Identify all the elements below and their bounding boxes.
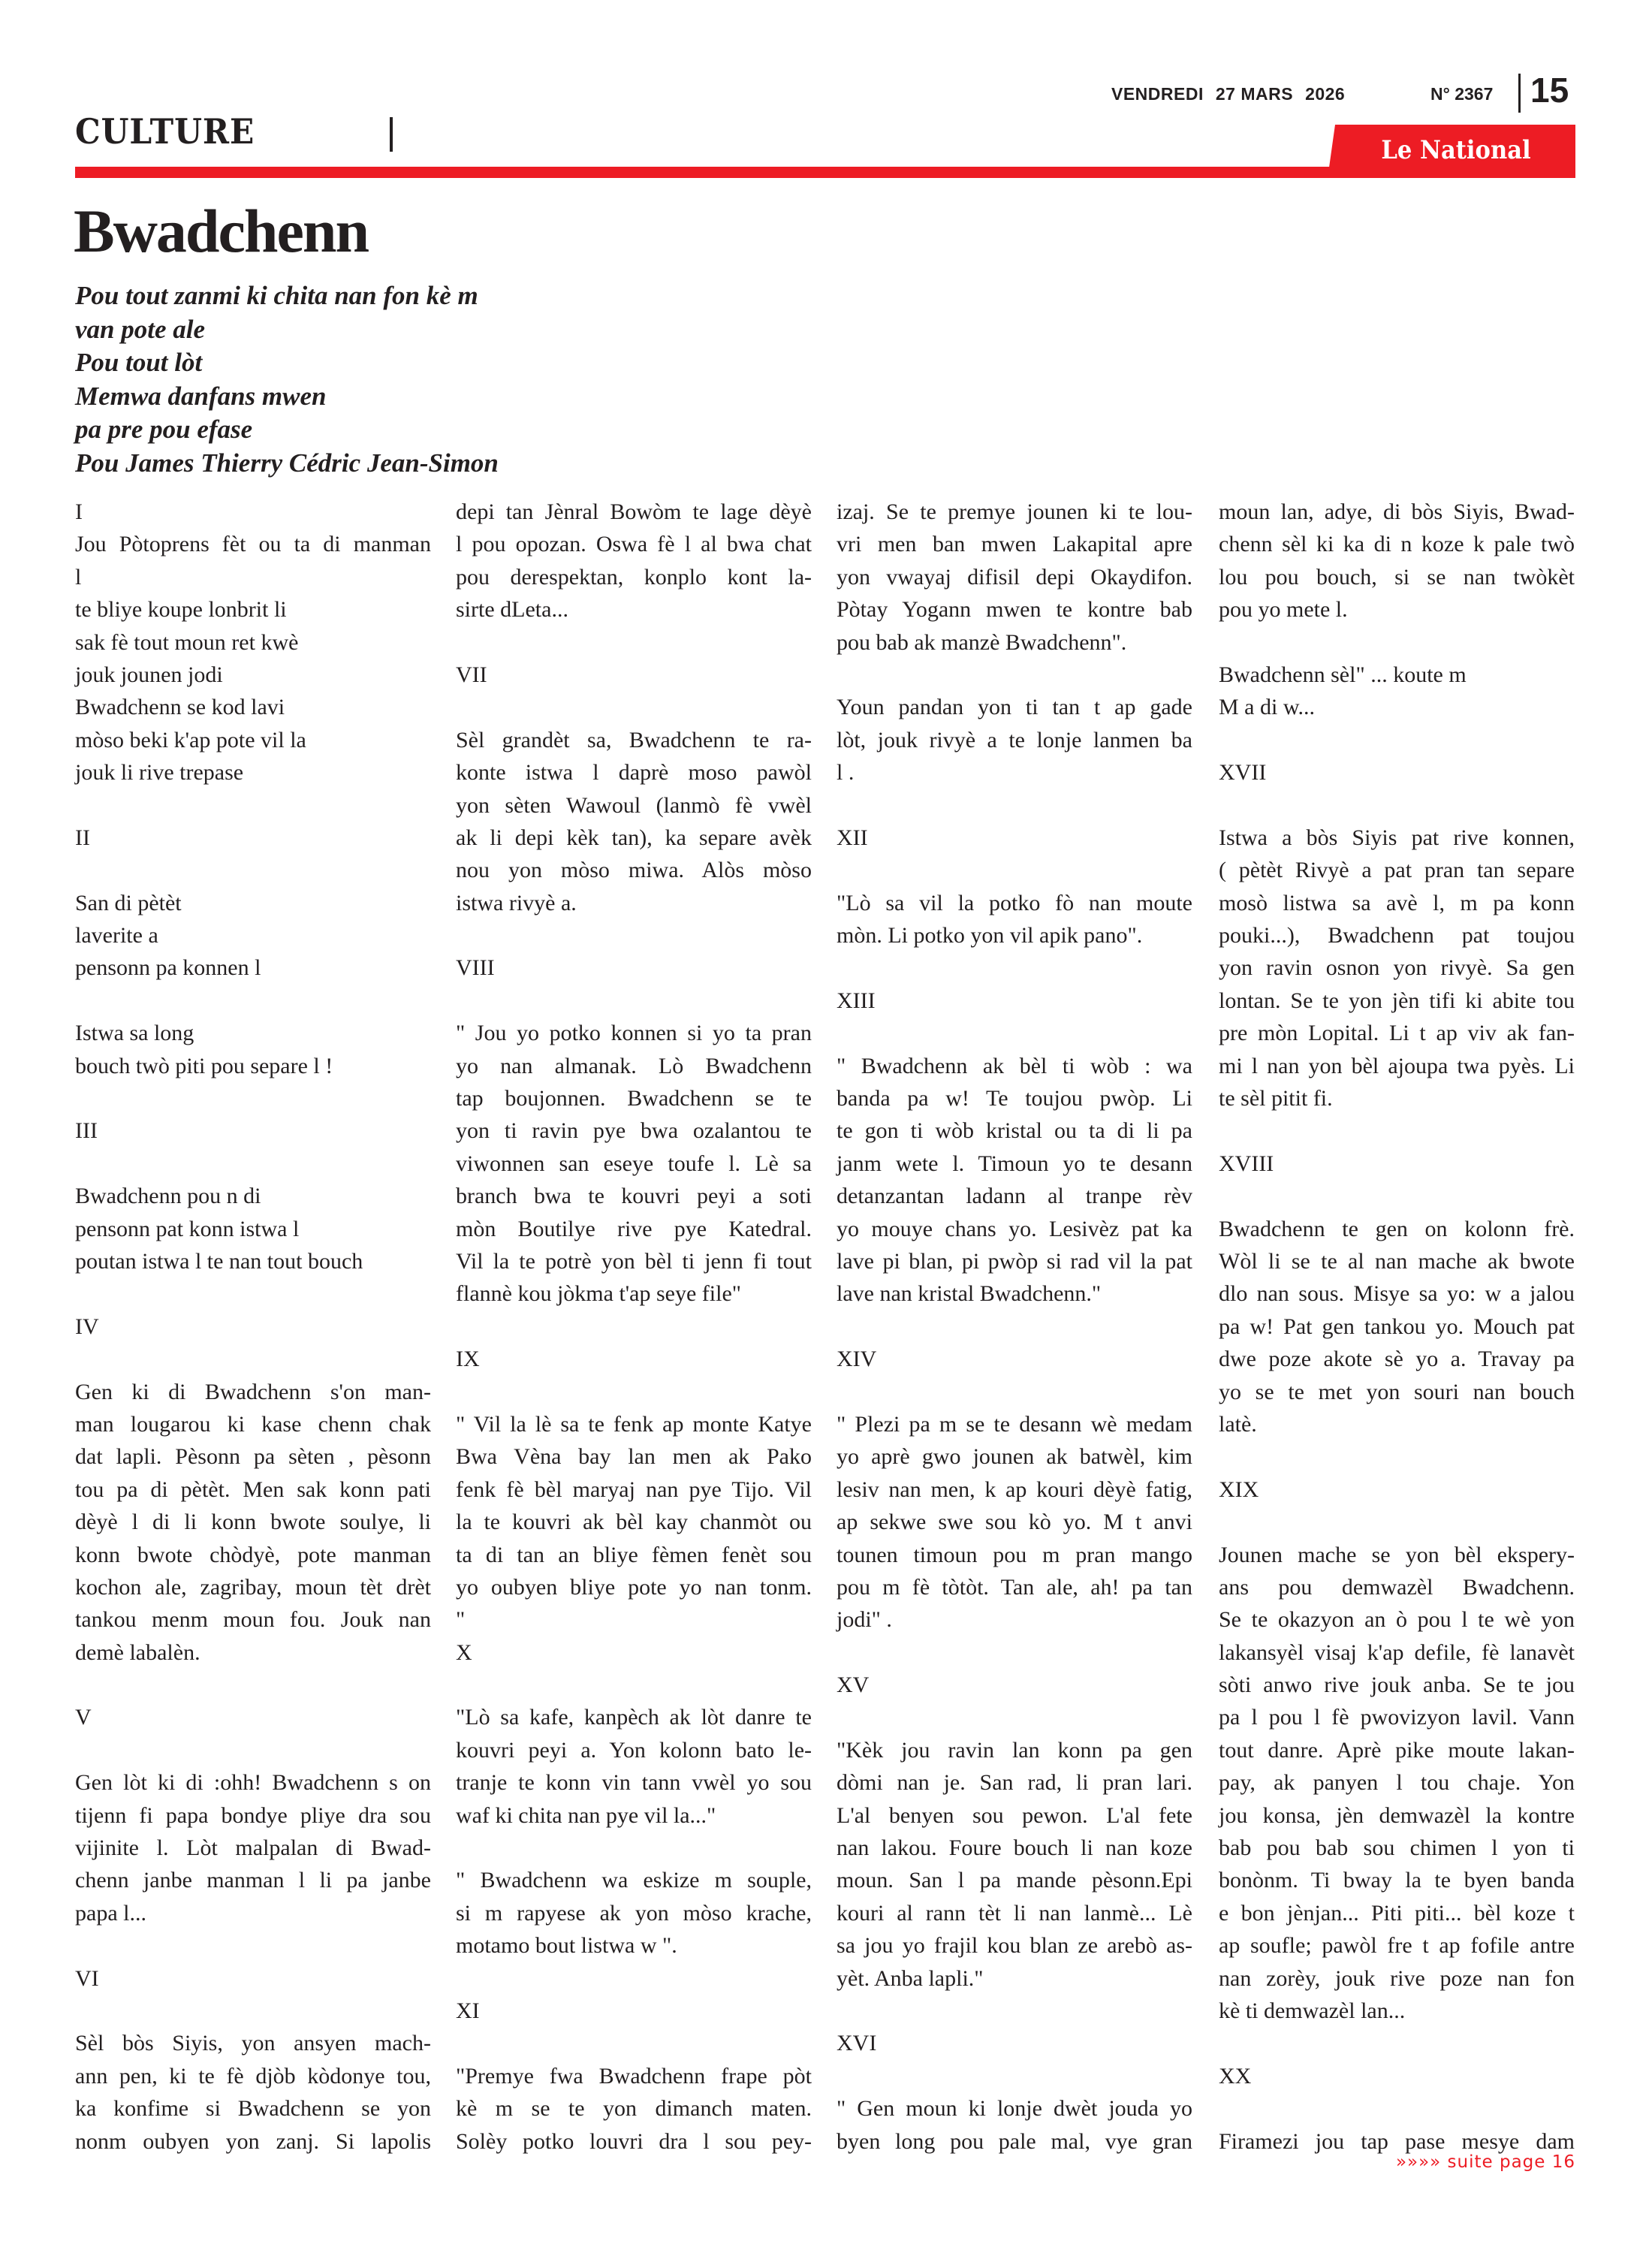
text-line: banda pa w! Te toujou pwòp. Li	[837, 1086, 1192, 1111]
blank-line	[75, 1929, 431, 1962]
text-line: pa l pou l fè pwovizyon lavil. Vann	[1219, 1705, 1575, 1730]
text-line: yo oubyen bliye pote yo nan tonm.	[456, 1574, 812, 1600]
text-line: waf ki chita nan pye vil la..."	[456, 1802, 716, 1828]
text-line: Istwa a bòs Siyis pat rive konnen,	[1219, 825, 1575, 850]
text-line: dwe poze akote sè yo a. Travay pa	[1219, 1347, 1575, 1372]
section-numeral: XIX	[1219, 1476, 1259, 1502]
blank-line	[75, 985, 431, 1017]
blank-line	[456, 1310, 812, 1343]
text-line: Bwadchenn te gen on kolonn frè.	[1219, 1216, 1575, 1241]
section-numeral: XX	[1219, 2063, 1252, 2089]
text-line: sòti anwo rive jouk anba. Se te jou	[1219, 1672, 1575, 1698]
blank-line	[75, 1148, 431, 1180]
text-line: L'al benyen sou pewon. L'al fete	[837, 1802, 1192, 1828]
page-number-divider	[1518, 74, 1521, 113]
text-line: lakansyèl visaj k'ap defile, fè lanavèt	[1219, 1639, 1575, 1665]
blank-line	[1219, 2027, 1575, 2059]
text-line: Bwadchenn se kod lavi	[75, 695, 285, 720]
date-day: VENDREDI	[1111, 84, 1204, 104]
text-line: pou bab ak manzè Bwadchenn".	[837, 629, 1127, 655]
section-numeral: II	[75, 825, 90, 850]
text-line: dat lapli. Pèsonn pa sèten , pèsonn	[75, 1444, 431, 1470]
text-line: l	[75, 564, 82, 590]
blank-line	[75, 789, 431, 822]
text-line: kouri al rann tèt li nan lanmè... Lè	[837, 1900, 1192, 1926]
blank-line	[456, 1832, 812, 1864]
blank-line	[456, 626, 812, 659]
text-line: jou konsa, jèn demwazèl la kontre	[1219, 1802, 1575, 1828]
text-line: kè ti demwazèl lan...	[1219, 1998, 1406, 2023]
dedication-line: pa pre pou efase	[75, 415, 253, 444]
newspaper-logo: Le National	[1381, 135, 1531, 165]
blank-line	[1219, 1114, 1575, 1147]
text-line: Bwadchenn sèl" ... koute m	[1219, 662, 1467, 687]
text-line: pensonn pa konnen l	[75, 955, 261, 981]
text-line: branch bwa te kouvri peyi a soti	[456, 1184, 812, 1209]
text-line: sa jou yo frajil kou blan ze arebò as-	[837, 1933, 1192, 1959]
section-numeral: VIII	[456, 955, 495, 981]
section-numeral: XVI	[837, 2031, 877, 2056]
text-line: Bwa Vèna bay lan men ak Pako	[456, 1444, 812, 1470]
text-line: "Lò sa kafe, kanpèch ak lòt danre te	[456, 1705, 812, 1730]
blank-line	[75, 1669, 431, 1701]
text-line: janm wete l. Timoun yo te desann	[837, 1151, 1192, 1176]
text-line: papa l...	[75, 1900, 146, 1926]
blank-line	[837, 659, 1192, 691]
article-column-1	[75, 496, 431, 2158]
text-line: detanzantan ladann al tranpe rèv	[837, 1184, 1192, 1209]
text-line: Youn pandan yon ti tan t ap gade	[837, 695, 1192, 720]
issue-number	[1430, 84, 1493, 104]
section-numeral: VII	[456, 662, 487, 687]
blank-line	[837, 1017, 1192, 1049]
blank-line	[75, 1995, 431, 2027]
article-column-4	[1219, 496, 1575, 2158]
text-line: yo aprè gwo jounen ak batwèl, kim	[837, 1444, 1192, 1470]
text-line: pensonn pat konn istwa l	[75, 1216, 300, 1241]
text-line: fenk fè bèl maryaj nan pye Tijo. Vil	[456, 1476, 812, 1502]
blank-line	[837, 1701, 1192, 1733]
text-line: pre mòn Lopital. Li t ap viv ak fan-	[1219, 1021, 1575, 1046]
text-line: San di pètèt	[75, 890, 182, 915]
blank-line	[1219, 789, 1575, 822]
text-line: moun lan, adye, di bòs Siyis, Bwad-	[1219, 499, 1575, 524]
text-line: tijenn fi papa bondye pliye dra sou	[75, 1802, 431, 1828]
text-line: Sèl bòs Siyis, yon ansyen mach-	[75, 2031, 431, 2056]
text-line: lave pi blan, pi pwòp si rad vil la pat	[837, 1248, 1192, 1274]
text-line: pouki...), Bwadchenn pat toujou	[1219, 923, 1575, 949]
text-line: viwonnen san eseye toufe l. Lè sa	[456, 1151, 812, 1176]
text-line: e bon jènjan... Piti piti... bèl koze t	[1219, 1900, 1575, 1926]
text-line: " Jou yo potko konnen si yo ta pran	[456, 1021, 812, 1046]
text-line: "Lò sa vil la potko fò nan moute	[837, 890, 1192, 915]
blank-line	[456, 1962, 812, 1995]
text-line: " Bwadchenn wa eskize m souple,	[456, 1868, 812, 1893]
blank-line	[1219, 1506, 1575, 1538]
text-line: flannè kou jòkma t'ap seye file"	[456, 1281, 742, 1307]
blank-line	[837, 1995, 1192, 2027]
text-line: ap sekwe swe sou kò yo. M t anvi	[837, 1510, 1192, 1535]
date-year: 2026	[1305, 84, 1346, 104]
section-numeral: IV	[75, 1313, 99, 1339]
section-numeral: XIII	[837, 988, 876, 1013]
text-line: mòso beki k'ap pote vil la	[75, 727, 306, 753]
dedication-line: van pote ale	[75, 314, 206, 344]
dedication-line: Memwa danfans mwen	[75, 381, 327, 411]
text-line: " Plezi pa m se te desann wè medam	[837, 1411, 1192, 1437]
section-numeral: XVIII	[1219, 1151, 1274, 1176]
text-line: ann pen, ki te fè djòb kòdonye tou,	[75, 2063, 431, 2089]
section-numeral: IX	[456, 1347, 480, 1372]
blank-line	[837, 1636, 1192, 1669]
text-line: Solèy potko louvri dra l sou pey-	[456, 2128, 812, 2154]
text-line: vri men ban mwen Lakapital apre	[837, 532, 1192, 557]
text-line: lesiv nan men, k ap kouri dèyè fatig,	[837, 1476, 1192, 1502]
text-line: pou m fè tòtòt. Tan ale, ah! pa tan	[837, 1574, 1192, 1600]
text-line: sirte dLeta...	[456, 597, 568, 623]
text-line: Vil la te potrè yon bèl ti jenn fi tout	[456, 1248, 812, 1274]
text-line: l pou opozan. Oswa fè l al bwa chat	[456, 532, 812, 557]
text-line: dlo nan sous. Misye sa yo: w a jalou	[1219, 1281, 1575, 1307]
blank-line	[837, 1310, 1192, 1343]
issue-prefix: N°	[1430, 84, 1450, 104]
text-line: Pòtay Yogann mwen te kontre bab	[837, 597, 1192, 623]
text-line: yon ravin osnon yon rivyè. Sa gen	[1219, 955, 1575, 981]
dedication-author-line: Pou James Thierry Cédric Jean-Simon	[75, 448, 499, 478]
text-line: konte istwa l daprè moso pawòl	[456, 760, 812, 786]
text-line: pa w! Pat gen tankou yo. Mouch pat	[1219, 1313, 1575, 1339]
text-line: yon ti ravin pye bwa ozalantou te	[456, 1118, 812, 1144]
page-number: 15	[1530, 71, 1569, 110]
text-line: mòn Boutilye rive pye Katedral.	[456, 1216, 812, 1241]
blank-line	[837, 952, 1192, 984]
text-line: man lougarou ki kase chenn chak	[75, 1411, 431, 1437]
blank-line	[456, 691, 812, 723]
text-line: vijinite l. Lòt malpalan di Bwad-	[75, 1835, 431, 1861]
section-numeral: XVII	[1219, 760, 1267, 786]
text-line: lòt, jouk rivyè a te lonje lanmen ba	[837, 727, 1192, 753]
text-line: lontan. Se te yon jèn tifi ki abite tou	[1219, 988, 1575, 1013]
text-line: Firamezi jou tap pase mesye dam	[1219, 2128, 1575, 2154]
text-line: moun. San l pa mande pèsonn.Epi	[837, 1868, 1192, 1893]
text-line: yon vwayaj difisil depi Okaydifon.	[837, 564, 1192, 590]
text-line: dòmi nan je. San rad, li pran lari.	[837, 1770, 1192, 1796]
text-line: Wòl li se te al nan mache ak bwote	[1219, 1248, 1575, 1274]
text-line: pay, ak panyen l tou chaje. Yon	[1219, 1770, 1575, 1796]
section-numeral: I	[75, 499, 83, 524]
issue-number-value: 2367	[1455, 84, 1494, 104]
text-line: Sèl grandèt sa, Bwadchenn te ra-	[456, 727, 812, 753]
text-line: Bwadchenn pou n di	[75, 1184, 261, 1209]
text-line: yo mouye chans yo. Lesivèz pat ka	[837, 1216, 1192, 1241]
text-line: mi l nan yon bèl ajoupa twa pyès. Li	[1219, 1053, 1575, 1078]
text-line: jouk jounen jodi	[75, 662, 223, 687]
text-line: te gon ti wòb kristal ou ta di li pa	[837, 1118, 1192, 1144]
dedication-line: Pou tout lòt	[75, 348, 203, 377]
text-line: nou yon mòso miwa. Alòs mòso	[456, 858, 812, 883]
dedication-line: Pou tout zanmi ki chita nan fon kè m	[75, 281, 478, 310]
text-line: dèyè l di li konn bwote soulye, li	[75, 1510, 431, 1535]
section-numeral: V	[75, 1705, 92, 1730]
text-line: konn bwote chòdyè, pote manman	[75, 1542, 431, 1567]
text-line: ak li depi kèk tan), ka separe avèk	[456, 825, 812, 850]
text-line: laverite a	[75, 923, 158, 949]
text-line: pou derespektan, konplo kont la-	[456, 564, 812, 590]
text-line: la te kouvri ak bèl kay chanmòt ou	[456, 1510, 812, 1535]
text-line: bonònm. Ti bway la te byen banda	[1219, 1868, 1575, 1893]
blank-line	[456, 985, 812, 1017]
issue-date	[1111, 84, 1357, 104]
blank-line	[837, 2060, 1192, 2092]
text-line: poutan istwa l te nan tout bouch	[75, 1248, 363, 1274]
text-line: tou pa di pètèt. Men sak konn pati	[75, 1476, 431, 1502]
blank-line	[837, 789, 1192, 822]
blank-line	[456, 1376, 812, 1408]
text-line: tankou menm moun fou. Jouk nan	[75, 1607, 431, 1633]
blank-line	[1219, 1180, 1575, 1212]
text-line: kouvri peyi a. Yon kolonn bato le-	[456, 1737, 812, 1763]
blank-line	[837, 854, 1192, 886]
text-line: yon sèten Wawoul (lanmò fè vwèl	[456, 792, 812, 818]
text-line: latè.	[1219, 1411, 1257, 1437]
text-line: pou yo mete l.	[1219, 597, 1348, 623]
text-line: ( pètèt Rivyè a pat pran tan separe	[1219, 858, 1575, 883]
blank-line	[1219, 1440, 1575, 1473]
text-line: byen long pou pale mal, vye gran	[837, 2128, 1192, 2154]
blank-line	[456, 1669, 812, 1701]
text-line: tounen timoun pou m pran mango	[837, 1542, 1192, 1567]
text-line: mòn. Li potko yon vil apik pano".	[837, 923, 1143, 949]
text-line: ka konfime si Bwadchenn se yon	[75, 2096, 431, 2122]
text-line: Gen lòt ki di :ohh! Bwadchenn s on	[75, 1770, 431, 1796]
blank-line	[75, 1343, 431, 1375]
text-line: yèt. Anba lapli."	[837, 1965, 984, 1991]
blank-line	[75, 1734, 431, 1766]
text-line: M a di w...	[1219, 695, 1316, 720]
text-line: motamo bout listwa w ".	[456, 1933, 677, 1959]
text-line: ans pou demwazèl Bwadchenn.	[1219, 1574, 1575, 1600]
text-line: tap boujonnen. Bwadchenn se te	[456, 1086, 812, 1111]
text-line: "	[456, 1607, 466, 1633]
section-numeral: XV	[837, 1672, 870, 1698]
text-line: chenn janbe manman l li pa janbe	[75, 1868, 431, 1893]
text-line: "Kèk jou ravin lan konn pa gen	[837, 1737, 1192, 1763]
section-numeral: XIV	[837, 1347, 877, 1372]
text-line: te bliye koupe lonbrit li	[75, 597, 287, 623]
dedication	[75, 279, 499, 480]
section-divider	[390, 117, 393, 152]
text-line: Jou Pòtoprens fèt ou ta di manman	[75, 532, 431, 557]
section-label: CULTURE	[75, 111, 255, 152]
text-line: lave nan kristal Bwadchenn."	[837, 1281, 1102, 1307]
text-line: jodi" .	[837, 1607, 892, 1633]
text-line: izaj. Se te premye jounen ki te lou-	[837, 499, 1192, 524]
date-day-month: 27 MARS	[1215, 84, 1294, 104]
blank-line	[75, 1277, 431, 1310]
text-line: ap soufle; pawòl fre t ap fofile antre	[1219, 1933, 1575, 1959]
text-line: bouch twò piti pou separe l !	[75, 1053, 333, 1078]
text-line: te sèl pitit fi.	[1219, 1086, 1333, 1111]
article-column-2	[456, 496, 812, 2158]
text-line: bab pou bab sou chimen l yon ti	[1219, 1835, 1575, 1861]
section-numeral: XI	[456, 1998, 480, 2023]
section-numeral: XII	[837, 825, 868, 850]
text-line: Se te okazyon an ò pou l te wè yon	[1219, 1607, 1575, 1633]
text-line: " Bwadchenn ak bèl ti wòb : wa	[837, 1053, 1192, 1078]
text-line: nan zorèy, jouk rive poze nan fon	[1219, 1965, 1575, 1991]
text-line: ta di tan an bliye fèmen fenèt sou	[456, 1542, 812, 1567]
text-line: mosò listwa sa avè l, m pa konn	[1219, 890, 1575, 915]
text-line: " Gen moun ki lonje dwèt jouda yo	[837, 2096, 1192, 2122]
section-numeral: VI	[75, 1965, 99, 1991]
section-numeral: X	[456, 1639, 472, 1665]
text-line: demè labalèn.	[75, 1639, 200, 1665]
blank-line	[1219, 724, 1575, 756]
text-line: jouk li rive trepase	[75, 760, 244, 786]
blank-line	[1219, 2092, 1575, 2125]
text-line: Istwa sa long	[75, 1021, 194, 1046]
text-line: tout danre. Aprè pike moute lakan-	[1219, 1737, 1575, 1763]
text-line: kè m se te yon dimanch maten.	[456, 2096, 812, 2122]
text-line: nan lakou. Foure bouch li nan koze	[837, 1835, 1192, 1861]
text-line: Gen ki di Bwadchenn s'on man-	[75, 1379, 431, 1404]
text-line: sak fè tout moun ret kwè	[75, 629, 299, 655]
blank-line	[1219, 626, 1575, 659]
blank-line	[75, 854, 431, 886]
text-line: istwa rivyè a.	[456, 890, 577, 915]
blank-line	[456, 2027, 812, 2059]
section-numeral: III	[75, 1118, 98, 1144]
article-column-3	[837, 496, 1192, 2158]
article-title: Bwadchenn	[74, 197, 369, 265]
text-line: Jounen mache se yon bèl ekspery-	[1219, 1542, 1575, 1567]
text-line: yo nan almanak. Lò Bwadchenn	[456, 1053, 812, 1078]
text-line: si m rapyese ak yon mòso krache,	[456, 1900, 812, 1926]
text-line: lou pou bouch, si se nan twòkèt	[1219, 564, 1575, 590]
text-line: depi tan Jènral Bowòm te lage dèyè	[456, 499, 812, 524]
text-line: chenn sèl ki ka di n koze k pale twò	[1219, 532, 1575, 557]
blank-line	[75, 1082, 431, 1114]
continued-on-page-link[interactable]: »»»» suite page 16	[1395, 2152, 1575, 2172]
text-line: " Vil la lè sa te fenk ap monte Katye	[456, 1411, 812, 1437]
blank-line	[456, 919, 812, 952]
text-line: "Premye fwa Bwadchenn frape pòt	[456, 2063, 812, 2089]
text-line: kochon ale, zagribay, moun tèt drèt	[75, 1574, 431, 1600]
blank-line	[837, 1376, 1192, 1408]
text-line: yo se te met yon souri nan bouch	[1219, 1379, 1575, 1404]
text-line: nonm oubyen yon zanj. Si lapolis	[75, 2128, 431, 2154]
text-line: l .	[837, 760, 855, 786]
text-line: tranje te konn vin tann vwèl yo sou	[456, 1770, 812, 1796]
